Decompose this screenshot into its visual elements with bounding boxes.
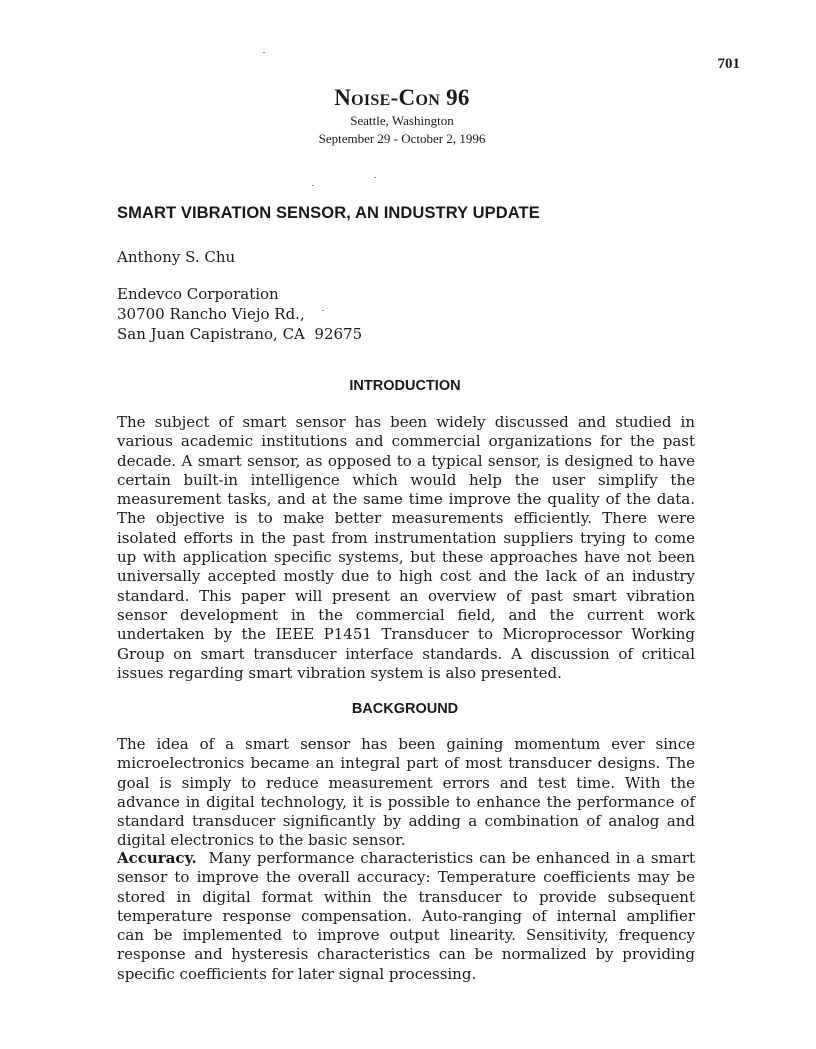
conference-dates: September 29 - October 2, 1996 (318, 131, 486, 146)
affiliation-city: San Juan Capistrano, CA 92675 (117, 325, 363, 343)
page-number: 701 (717, 56, 740, 72)
conference-name: Noise-Con 96 (334, 85, 470, 110)
affiliation-street: 30700 Rancho Viejo Rd., (117, 305, 305, 323)
author-name: Anthony S. Chu (117, 248, 236, 266)
introduction-heading: INTRODUCTION (349, 378, 461, 394)
paper-title: SMART VIBRATION SENSOR, AN INDUSTRY UPDATE (117, 204, 540, 222)
background-heading: BACKGROUND (351, 701, 459, 717)
conference-location: Seattle, Washington (350, 113, 454, 128)
scan-speck (263, 52, 265, 53)
introduction-paragraph: The subject of smart sensor has been widely discussed and studied in various academic institutions and commercial organizations for the past decade. A smart sensor, as opposed to a typical sensor, is designed to have certain built-in intelligence which would help the user simplify the measurement tasks, and at the same time improve the quality of the data. The objective is to make better measurements efficiently. There were isolated efforts in the past from instrumentation suppliers trying to come up with application specific systems, but these approaches have not been universally accepted mostly due to high cost and the lack of an industry standard. This paper will present an overview of past smart vibration sensor development in the commercial field, and the current work undertaken by the IEEE P1451 Transducer to Microprocessor Working Group on smart transducer interface standards. A discussion of critical issues regarding smart vibration system is also presented. (117, 413, 695, 682)
accuracy-lead: Accuracy. (117, 849, 197, 867)
accuracy-text: Many performance characteristics can be enhanced in a smart sensor to improve the overall accuracy: Temperature coefficients may be stored in digital format within the transducer to provide subsequent temperature response compensation. Auto-ranging of internal amplifier can be implemented to improve output linearity. Sensitivity, frequency response and hysteresis characteristics can be normalized by providing specific coefficients for later signal processing. (117, 849, 695, 983)
conference-header (200, 84, 604, 148)
scan-speck (374, 177, 376, 178)
accuracy-paragraph (117, 849, 695, 984)
scan-speck (312, 185, 314, 186)
background-paragraph: The idea of a smart sensor has been gaining momentum ever since microelectronics became an integral part of most transducer designs. The goal is simply to reduce measurement errors and test time. With the advance in digital technology, it is possible to enhance the performance of standard transducer significantly by adding a combination of analog and digital electronics to the basic sensor. (117, 735, 695, 850)
affiliation-organization: Endevco Corporation (117, 285, 279, 303)
author-affiliation (117, 284, 362, 344)
